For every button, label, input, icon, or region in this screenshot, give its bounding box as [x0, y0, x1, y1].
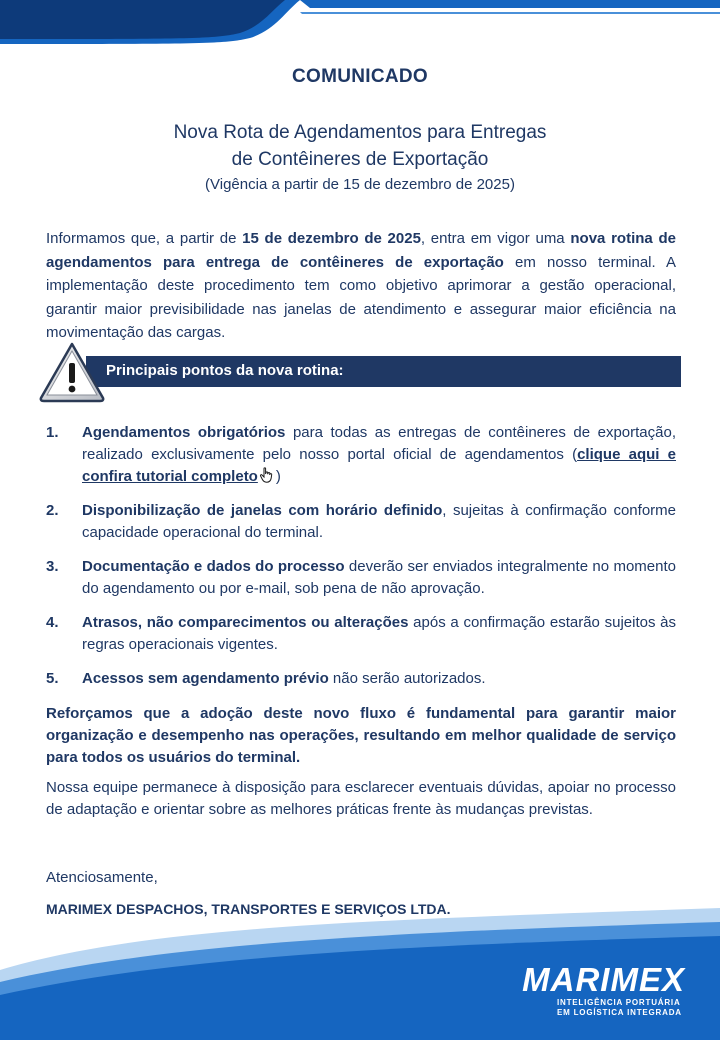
list-item-text — [82, 556, 676, 600]
list-item-bold: Agendamentos obrigatórios — [82, 424, 286, 441]
list-item-bold: Documentação e dados do processo — [82, 558, 345, 575]
warning-triangle-icon — [38, 341, 106, 403]
subtitle-line-1: Nova Rota de Agendamentos para Entregas — [173, 122, 547, 143]
company-name: MARIMEX DESPACHOS, TRANSPORTES E SERVIÇOS LTDA. — [46, 901, 451, 917]
document-subtitle — [0, 119, 720, 173]
list-item — [46, 556, 676, 600]
points-header-label: Principais pontos da nova rotina: — [106, 362, 344, 379]
list-item-bold: Disponibilização de janelas com horário definido — [82, 502, 443, 519]
list-item-body: após a confirmação estarão sujeitos às regras operacionais vigentes. — [82, 614, 677, 653]
list-item-close: ) — [275, 468, 281, 485]
list-item — [46, 612, 676, 656]
intro-highlight: nova rotina de agendamentos para entrega de contêineres de exportação — [46, 230, 676, 271]
logo-name: MARIMEX — [522, 961, 685, 998]
list-item-number: 2. — [46, 502, 59, 519]
reinforcement-paragraph: Reforçamos que a adoção deste novo fluxo é fundamental para garantir maior organização e desempenho nas operações, resultando em melhor qualidade de serviço para todos os usuários do terminal. — [46, 705, 676, 766]
list-item-body: , sujeitas à confirmação conforme capacidade operacional do terminal. — [82, 502, 676, 541]
page-title: COMUNICADO — [292, 66, 428, 87]
list-item-body: para todas as entregas de contêineres de exportação, realizado exclusivamente pelo nosso portal oficial de agendamentos ( — [82, 424, 676, 463]
subtitle-line-2: de Contêineres de Exportação — [231, 149, 489, 170]
list-item-text — [82, 422, 676, 488]
logo-tagline-2: EM LOGÍSTICA INTEGRADA — [557, 1008, 682, 1017]
list-item-body: não serão autorizados. — [328, 670, 486, 687]
list-item-number: 4. — [46, 614, 59, 631]
tutorial-link[interactable]: clique aqui e confira tutorial completo — [82, 446, 676, 485]
list-item — [46, 422, 676, 488]
list-item-text — [82, 612, 676, 656]
intro-text-3: em nosso terminal. A implementação deste procedimento tem como objetivo aprimorar a gestão operacional, garantir maior previsibilidade nas janelas de atendimento e assegurar maior eficiência na movimentação das cargas. — [46, 253, 676, 341]
points-list — [46, 422, 676, 702]
pointing-hand-icon[interactable] — [258, 466, 276, 484]
intro-text-2: , entra em vigor uma — [420, 230, 571, 247]
list-item-number: 1. — [46, 424, 59, 441]
list-item-text — [82, 668, 676, 690]
list-item-bold: Atrasos, não comparecimentos ou alterações — [82, 614, 409, 631]
list-item-bold: Acessos sem agendamento prévio — [82, 670, 329, 687]
effective-date-note: (Vigência a partir de 15 de dezembro de 2025) — [205, 176, 515, 193]
intro-date: 15 de dezembro de 2025 — [242, 230, 421, 247]
header-wave-decoration — [0, 0, 720, 50]
list-item-text — [82, 500, 676, 544]
list-item-number: 5. — [46, 670, 59, 687]
list-item — [46, 500, 676, 544]
list-item — [46, 668, 676, 690]
intro-text-1: Informamos que, a partir de — [46, 230, 243, 247]
closing-regards: Atenciosamente, — [46, 869, 158, 886]
list-item-number: 3. — [46, 558, 59, 575]
marimex-logo — [500, 962, 685, 1022]
intro-paragraph — [46, 227, 676, 345]
logo-tagline-1: INTELIGÊNCIA PORTUÁRIA — [557, 998, 681, 1007]
team-paragraph: Nossa equipe permanece à disposição para esclarecer eventuais dúvidas, apoiar no processo de adaptação e orientar sobre as melhores práticas frente às mudanças previstas. — [46, 779, 676, 818]
points-header-bar — [86, 356, 681, 387]
list-item-body: deverão ser enviados integralmente no momento do agendamento ou por e-mail, sob pena de não aprovação. — [82, 558, 676, 597]
